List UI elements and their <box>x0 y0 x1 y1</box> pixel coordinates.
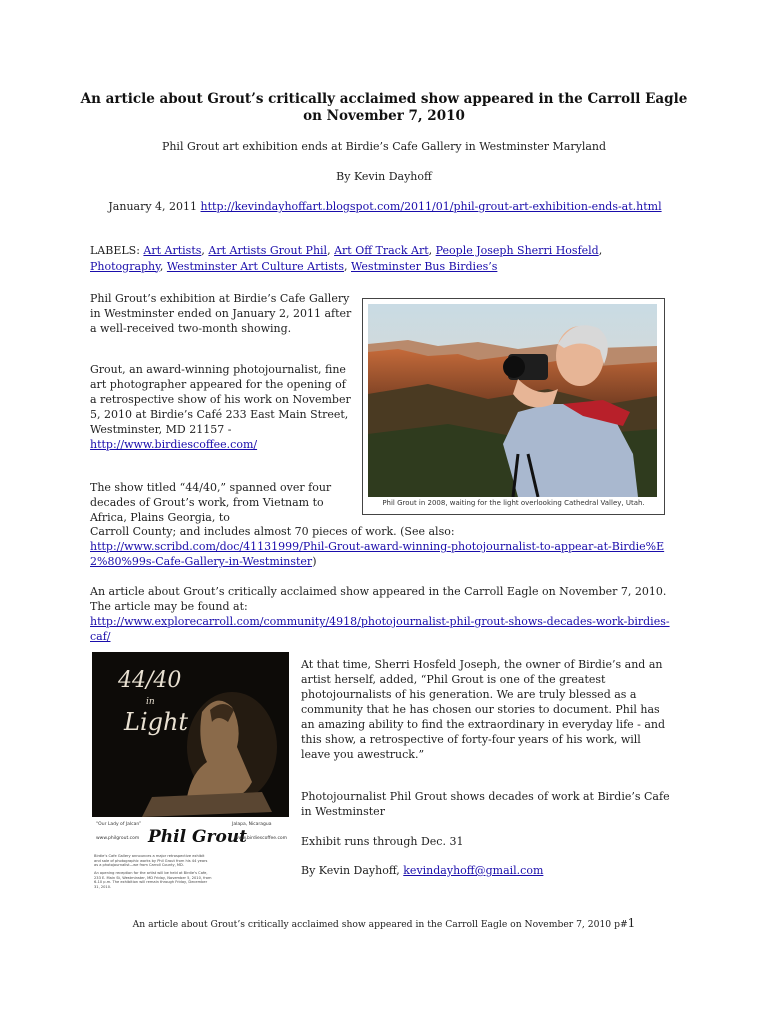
paragraph-8 <box>301 863 671 878</box>
subtitle: Phil Grout art exhibition ends at Birdie’s Cafe Gallery in Westminster Maryland <box>161 140 607 153</box>
label-link[interactable]: Westminster Bus Birdies’s <box>351 259 498 273</box>
author-prefix: By Kevin Dayhoff, <box>301 864 400 877</box>
paragraph-6: Photojournalist Phil Grout shows decades of work at Birdie’s Cafe in Westminster <box>301 790 670 818</box>
paragraph-1: Phil Grout’s exhibition at Birdie’s Cafe Gallery in Westminster ended on January 2, 2011 after a well-received two-month showing. <box>90 292 352 335</box>
paragraph-3-start: The show titled “44/40,” spanned over four decades of Grout’s work, from Vietnam to Africa, Plains Georgia, to <box>90 481 332 524</box>
email-link[interactable]: kevindayhoff@gmail.com <box>403 864 544 877</box>
dateline <box>100 199 670 214</box>
poster-title-bottom: Light <box>124 708 189 736</box>
poster-title-top: 44/40 <box>118 668 182 693</box>
paragraph-7: Exhibit runs through Dec. 31 <box>301 835 464 848</box>
photo-caption: Phil Grout in 2008, waiting for the light overlooking Cathedral Valley, Utah. <box>382 499 645 507</box>
page-number: 1 <box>627 916 636 930</box>
paragraph-5: At that time, Sherri Hosfeld Joseph, the owner of Birdie’s and an artist herself, added, “Phil Grout is one of the greatest photojournalists of his generation. We are truly blessed as a community that he has chosen our stories to document. Phil has an amazing ability to find the extraordinary in everyday life - and this show, a retrospective of forty-four years of his work, will leave you awestruck.” <box>301 658 666 761</box>
byline: By Kevin Dayhoff <box>336 170 432 183</box>
page-footer <box>60 917 708 931</box>
poster-caption-left: “Our Lady of Jalcan” <box>96 822 142 827</box>
paragraph-3-rest <box>90 524 680 569</box>
paragraph-4 <box>90 584 675 644</box>
poster-name: Phil Grout <box>148 827 248 847</box>
poster-url-right: www.birdiescoffee.com <box>235 836 288 841</box>
date-text: January 4, 2011 <box>108 200 198 213</box>
photographer-photo <box>368 304 657 497</box>
label-link[interactable]: Art Artists <box>143 244 202 257</box>
label-link[interactable]: People Joseph Sherri Hosfeld <box>435 244 599 257</box>
scribd-link[interactable]: http://www.scribd.com/doc/41131999/Phil-Grout-award-winning-photojournalist-to-appear-at-Birdie%E2%80%99s-Cafe-Gallery-in-Westminster <box>90 540 665 568</box>
labels-list: LABELS: Art Artists, Art Artists Grout Phil, Art Off Track Art, People Joseph Sherri Hosfeld, Photography, Westminster Art Culture Artists, Westminster Bus Birdies’s <box>90 244 603 273</box>
poster-url-left: www.philgrout.com <box>96 836 140 841</box>
footer-text: An article about Grout’s critically acclaimed show appeared in the Carroll Eagle on November 7, 2010 p# <box>132 919 628 930</box>
labels-prefix: LABELS: <box>90 244 140 257</box>
poster-title-in: in <box>146 697 155 707</box>
birdies-link[interactable]: http://www.birdiescoffee.com/ <box>90 438 258 451</box>
paragraph-3-text: Carroll County; and includes almost 70 pieces of work. (See also: <box>90 525 455 538</box>
paragraph-2-text: Grout, an award-winning photojournalist, fine art photographer appeared for the opening of a retrospective show of his work on November 5, 2010 at Birdie’s Café 233 East Main Street, Westminster, MD 21157 - <box>90 363 351 436</box>
label-link[interactable]: Westminster Art Culture Artists <box>166 259 344 273</box>
label-link[interactable]: Art Artists Grout Phil <box>208 244 328 257</box>
label-link[interactable]: Art Off Track Art <box>334 244 429 257</box>
page-title: An article about Grout’s critically acclaimed show appeared in the Carroll Eagle on November 7, 2010 <box>80 91 688 124</box>
blog-link[interactable]: http://kevindayhoffart.blogspot.com/2011/01/phil-grout-art-exhibition-ends-at.html <box>200 200 662 213</box>
poster-blurb-2: An opening reception for the artist will be held at Birdie’s Cafe, 233 E. Main St, Westminster, MD Friday, November 5, 2010, from 6-10 p.m. The exhibition will remain through Friday, December 31, 2010. <box>94 871 212 889</box>
paragraph-4-text: An article about Grout’s critically acclaimed show appeared in the Carroll Eagle on November 7, 2010. The article may be found at: <box>90 585 667 613</box>
photo-frame <box>362 298 665 515</box>
poster-caption-right: Jalapa, Nicaragua <box>232 822 272 827</box>
exhibit-poster <box>92 652 289 904</box>
poster-blurb-1: Birdie’s Cafe Gallery announces a major retrospective exhibit and sale of photographic works by Phil Grout from his 44 years as a photojournalist—we from Carroll County, MD. <box>94 854 208 868</box>
explorecarroll-link[interactable]: http://www.explorecarroll.com/community/4918/photojournalist-phil-grout-shows-decades-work-birdies-caf/ <box>90 615 670 643</box>
paragraph-3-close: ) <box>312 555 317 568</box>
label-link[interactable]: Photography <box>90 259 160 273</box>
paragraph-2 <box>90 362 354 452</box>
